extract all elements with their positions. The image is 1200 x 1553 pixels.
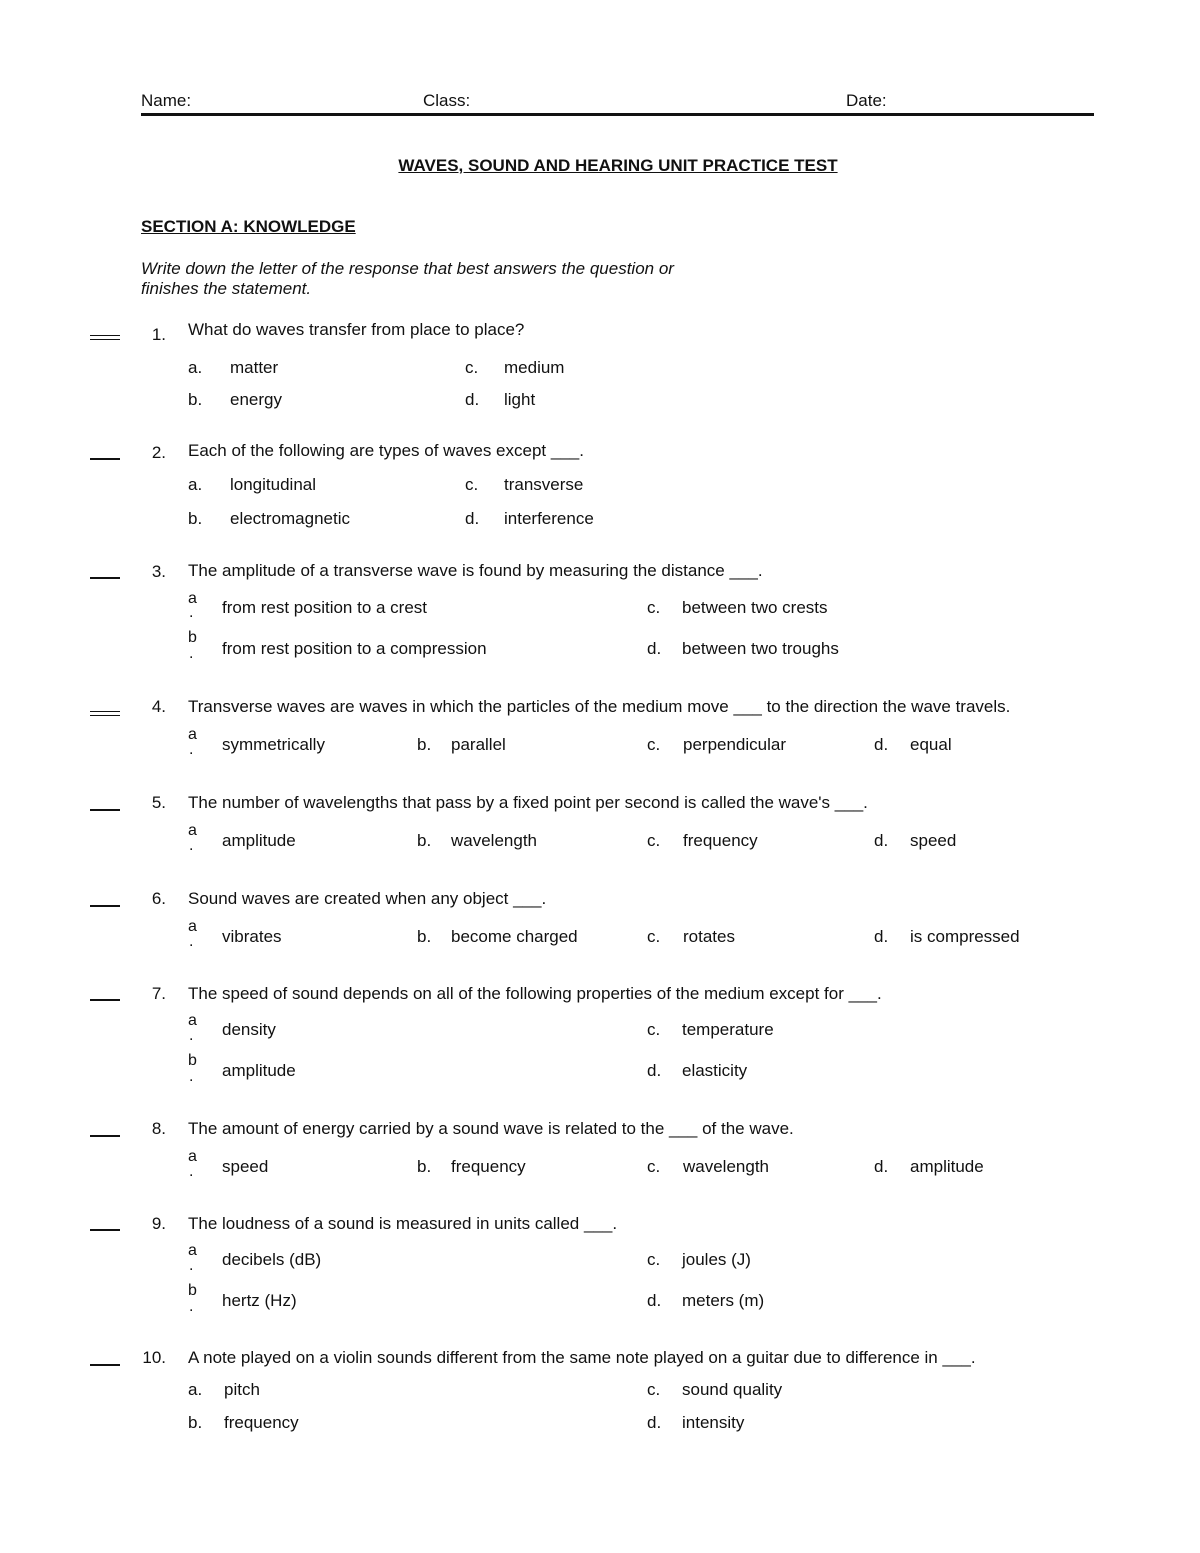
answer-blank[interactable] bbox=[90, 335, 120, 340]
option-b: wavelength bbox=[451, 831, 538, 850]
option-letter: b. bbox=[417, 927, 432, 946]
name-label: Name: bbox=[141, 91, 192, 110]
option-letter: b. bbox=[417, 735, 432, 754]
option-b: become charged bbox=[451, 927, 578, 946]
option-letter-dot: . bbox=[189, 1068, 194, 1085]
option-letter: b bbox=[188, 629, 197, 646]
question-text: What do waves transfer from place to place? bbox=[188, 320, 525, 339]
option-letter-dot: . bbox=[189, 1027, 194, 1044]
option-letter: d. bbox=[874, 1157, 889, 1176]
option-letter-dot: . bbox=[189, 1257, 194, 1274]
option-c: medium bbox=[504, 358, 565, 377]
question-number: 8. bbox=[151, 1119, 166, 1138]
option-d: between two troughs bbox=[682, 639, 839, 658]
option-b: amplitude bbox=[222, 1061, 296, 1080]
option-c: rotates bbox=[683, 927, 735, 946]
option-letter: d. bbox=[465, 509, 480, 528]
answer-blank[interactable] bbox=[90, 809, 120, 811]
option-letter: a bbox=[188, 590, 197, 607]
option-letter: a bbox=[188, 726, 197, 743]
option-a: density bbox=[222, 1020, 276, 1039]
option-c: between two crests bbox=[682, 598, 828, 617]
question-number: 10. bbox=[142, 1348, 166, 1367]
option-b: frequency bbox=[451, 1157, 526, 1176]
option-c: sound quality bbox=[682, 1380, 783, 1399]
option-letter: a. bbox=[188, 475, 203, 494]
option-d: intensity bbox=[682, 1413, 745, 1432]
option-a: matter bbox=[230, 358, 279, 377]
answer-blank[interactable] bbox=[90, 711, 120, 716]
instructions-line-2: finishes the statement. bbox=[141, 279, 312, 298]
option-letter: c. bbox=[647, 1020, 661, 1039]
option-a: speed bbox=[222, 1157, 269, 1176]
option-b: electromagnetic bbox=[230, 509, 351, 528]
option-letter-dot: . bbox=[189, 837, 194, 854]
option-letter: c. bbox=[465, 475, 479, 494]
option-letter: b. bbox=[417, 1157, 432, 1176]
option-letter: a. bbox=[188, 1380, 203, 1399]
option-c: temperature bbox=[682, 1020, 774, 1039]
question-number: 2. bbox=[151, 443, 166, 462]
option-letter-dot: . bbox=[189, 645, 194, 662]
answer-blank[interactable] bbox=[90, 999, 120, 1001]
answer-blank[interactable] bbox=[90, 1135, 120, 1137]
question-number: 7. bbox=[151, 984, 166, 1003]
option-letter: b bbox=[188, 1282, 197, 1299]
option-a: pitch bbox=[224, 1380, 260, 1399]
question-number: 6. bbox=[151, 889, 166, 908]
option-letter: a bbox=[188, 1012, 197, 1029]
option-letter: b. bbox=[188, 509, 203, 528]
option-b: energy bbox=[230, 390, 282, 409]
option-letter: c. bbox=[647, 598, 661, 617]
option-letter-dot: . bbox=[189, 741, 194, 758]
option-letter: d. bbox=[647, 1291, 662, 1310]
option-letter: c. bbox=[465, 358, 479, 377]
option-letter: c. bbox=[647, 1250, 661, 1269]
option-letter: d. bbox=[874, 735, 889, 754]
answer-blank[interactable] bbox=[90, 905, 120, 907]
option-b: from rest position to a compression bbox=[222, 639, 487, 658]
option-letter: c. bbox=[647, 735, 661, 754]
option-letter: d. bbox=[465, 390, 480, 409]
question-number: 5. bbox=[151, 793, 166, 812]
option-d: light bbox=[504, 390, 536, 409]
option-letter: c. bbox=[647, 1380, 661, 1399]
option-a: longitudinal bbox=[230, 475, 317, 494]
option-b: parallel bbox=[451, 735, 506, 754]
question-text: Sound waves are created when any object ___. bbox=[188, 889, 547, 908]
option-a: decibels (dB) bbox=[222, 1250, 322, 1269]
question-text: The amplitude of a transverse wave is found by measuring the distance ___. bbox=[188, 561, 763, 580]
option-letter: c. bbox=[647, 1157, 661, 1176]
option-d: elasticity bbox=[682, 1061, 748, 1080]
question-number: 3. bbox=[151, 562, 166, 581]
option-c: transverse bbox=[504, 475, 584, 494]
option-letter: a bbox=[188, 1242, 197, 1259]
option-c: frequency bbox=[683, 831, 758, 850]
option-letter: b. bbox=[188, 390, 203, 409]
question-text: A note played on a violin sounds different from the same note played on a guitar due to difference in ___. bbox=[188, 1348, 976, 1367]
question-number: 4. bbox=[151, 697, 166, 716]
question-text: Transverse waves are waves in which the particles of the medium move ___ to the direction the wave travels. bbox=[188, 697, 1011, 716]
question-text: Each of the following are types of waves except ___. bbox=[188, 441, 584, 460]
question-text: The amount of energy carried by a sound wave is related to the ___ of the wave. bbox=[188, 1119, 794, 1138]
option-letter: d. bbox=[874, 927, 889, 946]
option-letter: b. bbox=[188, 1413, 203, 1432]
option-d: is compressed bbox=[910, 927, 1020, 946]
option-letter: b bbox=[188, 1052, 197, 1069]
question-number: 9. bbox=[151, 1214, 166, 1233]
option-d: amplitude bbox=[910, 1157, 984, 1176]
section-heading: SECTION A: KNOWLEDGE bbox=[141, 217, 356, 236]
question-text: The loudness of a sound is measured in units called ___. bbox=[188, 1214, 618, 1233]
option-letter-dot: . bbox=[189, 604, 194, 621]
answer-blank[interactable] bbox=[90, 1229, 120, 1231]
option-letter: d. bbox=[874, 831, 889, 850]
option-a: amplitude bbox=[222, 831, 296, 850]
option-letter: a bbox=[188, 918, 197, 935]
option-letter-dot: . bbox=[189, 933, 194, 950]
option-a: vibrates bbox=[222, 927, 282, 946]
class-label: Class: bbox=[423, 91, 471, 110]
option-letter-dot: . bbox=[189, 1298, 194, 1315]
answer-blank[interactable] bbox=[90, 458, 120, 460]
answer-blank[interactable] bbox=[90, 577, 120, 579]
option-letter: a bbox=[188, 822, 197, 839]
option-d: meters (m) bbox=[682, 1291, 765, 1310]
option-d: speed bbox=[910, 831, 957, 850]
option-letter: d. bbox=[647, 639, 662, 658]
answer-blank[interactable] bbox=[90, 1364, 120, 1366]
option-b: hertz (Hz) bbox=[222, 1291, 297, 1310]
instructions-line-1: Write down the letter of the response that best answers the question or bbox=[141, 259, 674, 278]
option-letter: a. bbox=[188, 358, 203, 377]
question-text: The speed of sound depends on all of the following properties of the medium except for ___. bbox=[188, 984, 882, 1003]
header-rule bbox=[141, 113, 1094, 116]
test-title: WAVES, SOUND AND HEARING UNIT PRACTICE TEST bbox=[398, 156, 838, 175]
option-a: from rest position to a crest bbox=[222, 598, 428, 617]
option-b: frequency bbox=[224, 1413, 299, 1432]
option-c: perpendicular bbox=[683, 735, 787, 754]
option-letter: b. bbox=[417, 831, 432, 850]
option-letter: d. bbox=[647, 1061, 662, 1080]
option-letter: c. bbox=[647, 831, 661, 850]
question-text: The number of wavelengths that pass by a fixed point per second is called the wave's ___. bbox=[188, 793, 868, 812]
option-d: equal bbox=[910, 735, 952, 754]
option-d: interference bbox=[504, 509, 594, 528]
option-letter: a bbox=[188, 1148, 197, 1165]
option-a: symmetrically bbox=[222, 735, 325, 754]
option-letter-dot: . bbox=[189, 1163, 194, 1180]
option-letter: c. bbox=[647, 927, 661, 946]
option-c: joules (J) bbox=[682, 1250, 751, 1269]
question-number: 1. bbox=[151, 325, 166, 344]
option-letter: d. bbox=[647, 1413, 662, 1432]
date-label: Date: bbox=[846, 91, 887, 110]
option-c: wavelength bbox=[683, 1157, 770, 1176]
